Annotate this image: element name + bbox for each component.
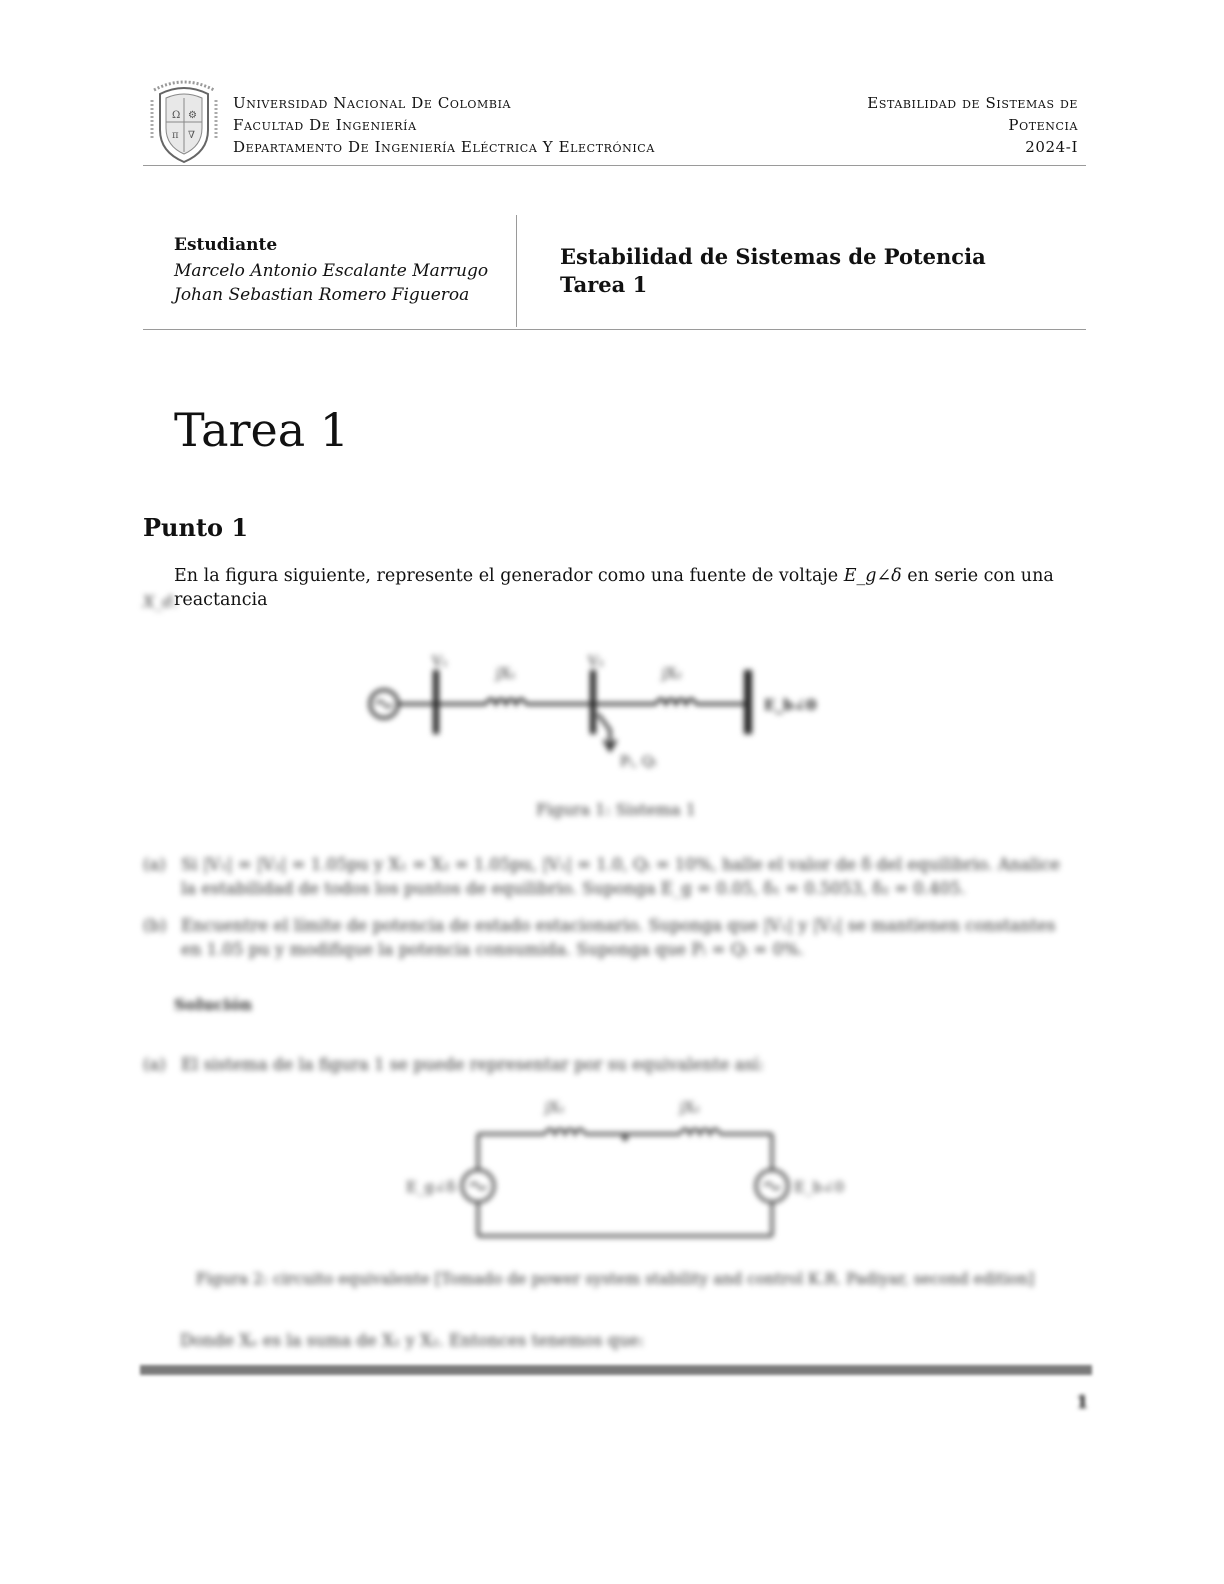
- bus-2: [590, 670, 596, 734]
- footer-rule: [140, 1365, 1092, 1375]
- svg-text:⚙: ⚙: [188, 110, 197, 121]
- solution-label: Solución: [174, 995, 253, 1014]
- bus-1: [433, 670, 439, 734]
- document-title: Tarea 1: [174, 403, 350, 457]
- svg-text:∇: ∇: [188, 130, 195, 141]
- faculty-name: Facultad De Ingeniería: [233, 116, 417, 134]
- course-name-line2: Potencia: [1008, 116, 1078, 134]
- figure-2-caption: Figura 2: circuito equivalente [Tomado de power system stability and control K.R. Padiyar, second edition]: [195, 1270, 1035, 1288]
- label-v1: V₁: [432, 654, 448, 670]
- equiv-label-left: E_g∠δ: [406, 1178, 456, 1196]
- question-b: [143, 914, 1093, 964]
- figure-1-caption: Figura 1: Sistema 1: [536, 800, 696, 819]
- problem-statement: [174, 564, 1094, 612]
- figure-2-equivalent-circuit: [400, 1092, 870, 1242]
- voltage-symbol: E_g∠δ: [843, 566, 902, 586]
- question-a-label: (a): [143, 855, 166, 874]
- label-v2: V₂: [588, 654, 604, 670]
- student-name: Johan Sebastian Romero Figueroa: [174, 285, 470, 305]
- solution-a-label: (a): [143, 1055, 166, 1074]
- statement-line2: X_d.: [143, 592, 178, 611]
- label-load: Pₗ, Qₗ: [620, 754, 657, 770]
- university-name: Universidad Nacional De Colombia: [233, 94, 512, 112]
- page-number: 1: [1076, 1392, 1089, 1413]
- equiv-label-right: E_b∠0: [794, 1178, 845, 1196]
- course-block: [560, 243, 986, 299]
- header-course: [867, 92, 1078, 158]
- course-title: Estabilidad de Sistemas de Potencia: [560, 244, 986, 269]
- equiv-reactance-x2: [680, 1129, 720, 1134]
- reactance-x1: [486, 699, 526, 704]
- student-name: Marcelo Antonio Escalante Marrugo: [174, 261, 489, 281]
- label-x2: jX₂: [662, 666, 682, 682]
- reactance-x2: [656, 699, 696, 704]
- question-b-label: (b): [143, 916, 167, 935]
- header-divider: [143, 165, 1086, 166]
- question-a-line1: Si |V₁| = |V₂| = 1.05pu y X₁ = X₂ = 1.05pu, |V₁| = 1.0, Qₗ = 10%, halle el valor de δ del equilibrio. Analice: [181, 855, 1060, 874]
- department-name: Departamento De Ingeniería Eléctrica Y Electrónica: [233, 138, 655, 156]
- statement-text-end: en serie con una reactancia: [174, 566, 1054, 610]
- student-list: [174, 259, 488, 307]
- course-name-line1: Estabilidad de Sistemas de: [867, 94, 1078, 112]
- statement-text: En la figura siguiente, represente el generador como una fuente de voltaje: [174, 566, 844, 586]
- solution-a-text: El sistema de la figura 1 se puede representar por su equivalente así:: [181, 1055, 764, 1074]
- question-a: [143, 853, 1093, 903]
- term: 2024-I: [1025, 138, 1078, 156]
- equiv-label-x2: jX₂: [680, 1100, 700, 1116]
- header-institution: [233, 92, 655, 158]
- students-label: Estudiante: [174, 235, 278, 255]
- info-divider: [143, 329, 1086, 330]
- question-b-line2: en 1.05 pu y modifique la potencia consumida. Suponga que Pₗ = Qₗ = 0%.: [181, 940, 805, 959]
- svg-text:π: π: [172, 130, 179, 141]
- info-vertical-divider: [516, 215, 517, 327]
- question-a-line2: la estabilidad de todos los puntos de equilibrio. Suponga E_g = 0.05, δ₁ = 0.5053, δ₂ = 0.405.: [181, 879, 966, 898]
- question-b-line1: Encuentre el límite de potencia de estado estacionario. Suponga que |V₁| y |V₂| se mantienen constantes: [181, 916, 1056, 935]
- label-x1: jX₁: [496, 666, 516, 682]
- university-crest-logo: [150, 80, 218, 164]
- label-infinite-bus: E_b∠0: [764, 696, 817, 714]
- equiv-reactance-x1: [545, 1129, 585, 1134]
- figure-1-single-line-diagram: [366, 648, 818, 776]
- infinite-bus: [744, 670, 752, 734]
- closing-text: Donde Xₑ es la suma de X₁ y X₂. Entonces tenemos que:: [180, 1331, 645, 1350]
- section-heading: Punto 1: [143, 513, 249, 542]
- svg-text:Ω: Ω: [172, 110, 181, 121]
- equiv-label-x1: jX₁: [545, 1100, 565, 1116]
- solution-a: [143, 1053, 843, 1079]
- assignment-title: Tarea 1: [560, 272, 648, 297]
